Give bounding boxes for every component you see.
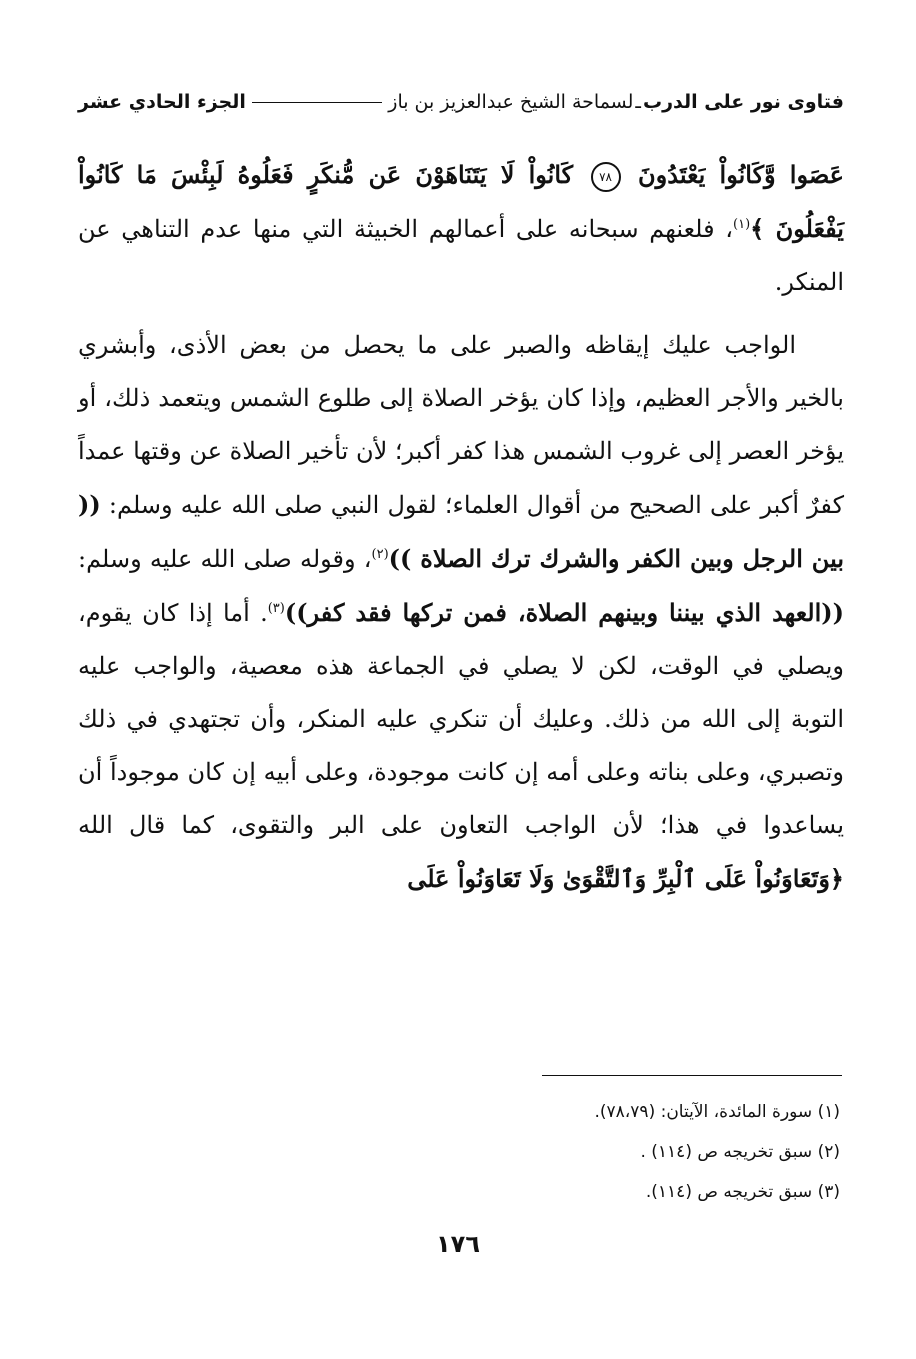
running-header [78, 84, 844, 120]
footnote-ref-3[interactable]: (٣) [267, 601, 285, 616]
paragraph-2 [78, 319, 844, 906]
main-text [78, 148, 844, 906]
paragraph-2-text-b: ، وقوله صلى الله عليه وسلم: [78, 545, 372, 573]
paragraph-2-text-a: الواجب عليك إيقاظه والصبر على ما يحصل من بعض الأذى، وأبشري بالخير والأجر العظيم، وإذا كان يؤخر الصلاة إلى طلوع الشمس ويتعمد ذلك، أو يؤخر العصر إلى غروب الشمس هذا كفر أكبر؛ لأن تأخير الصلاة عن وقتها عمداً كفرٌ أكبر على الصحيح من أقوال العلماء؛ لقول النبي صلى الله عليه وسلم: [78, 331, 844, 519]
book-author: لسماحة الشيخ عبدالعزيز بن باز [388, 91, 634, 113]
footnote-ref-1[interactable]: (١) [733, 217, 751, 232]
footnote-2: (٢) سبق تخريجه ص (١١٤) . [640, 1142, 840, 1162]
volume-label: الجزء الحادي عشر [78, 91, 246, 113]
footnote-1: (١) سورة المائدة، الآيتان: (٧٨،٧٩). [594, 1102, 840, 1122]
footnotes [78, 1092, 840, 1212]
footnote-3: (٣) سبق تخريجه ص (١١٤). [645, 1182, 840, 1202]
book-title: فتاوى نور على الدرب [643, 91, 844, 113]
ayah-number-marker: ٧٨ [591, 162, 621, 192]
header-rule [252, 102, 382, 103]
header-separator: ـ [635, 91, 641, 113]
paragraph-2-text-c: . أما إذا كان يقوم، ويصلي في الوقت، لكن لا يصلي في الجماعة هذه معصية، والواجب عليه التوبة إلى الله من ذلك. وعليك أن تنكري عليه المنكر، وأن تجتهدي في ذلك وتصبري، وعلى بناته وعلى أمه إن كانت موجودة، وعلى أبيه إن كان موجوداً أن يساعدوا في هذا؛ لأن الواجب التعاون على البر والتقوى، كما قال الله [78, 599, 844, 839]
paragraph-1 [78, 148, 844, 309]
quran-verse-maidah-2: ﴿وَتَعَاوَنُواْ عَلَى ٱلْبِرِّ وَٱلتَّقْوَىٰ وَلَا تَعَاوَنُواْ عَلَى [407, 864, 844, 893]
footnote-divider [542, 1075, 842, 1076]
quran-verse-part-b: كَانُواْ لَا يَتَنَاهَوْنَ عَن مُّنكَرٍ فَعَلُوهُ لَبِئْسَ مَا كَانُواْ يَفْعَلُونَ ﴾ [78, 160, 844, 243]
hadith-quote-2: ((العهد الذي بيننا وبينهم الصلاة، فمن تركها فقد كفر)) [284, 598, 844, 627]
footnote-ref-2[interactable]: (٢) [371, 547, 389, 562]
quran-verse-part-a: عَصَوا وَّكَانُواْ يَعْتَدُونَ [638, 160, 844, 189]
hadith-quote-1: (( بين الرجل وبين الكفر والشرك ترك الصلاة )) [78, 490, 844, 573]
paragraph-1-text: ، فلعنهم سبحانه على أعمالهم الخبيثة التي منها عدم التناهي عن المنكر. [78, 215, 844, 296]
page-number: ١٧٦ [436, 1230, 480, 1258]
